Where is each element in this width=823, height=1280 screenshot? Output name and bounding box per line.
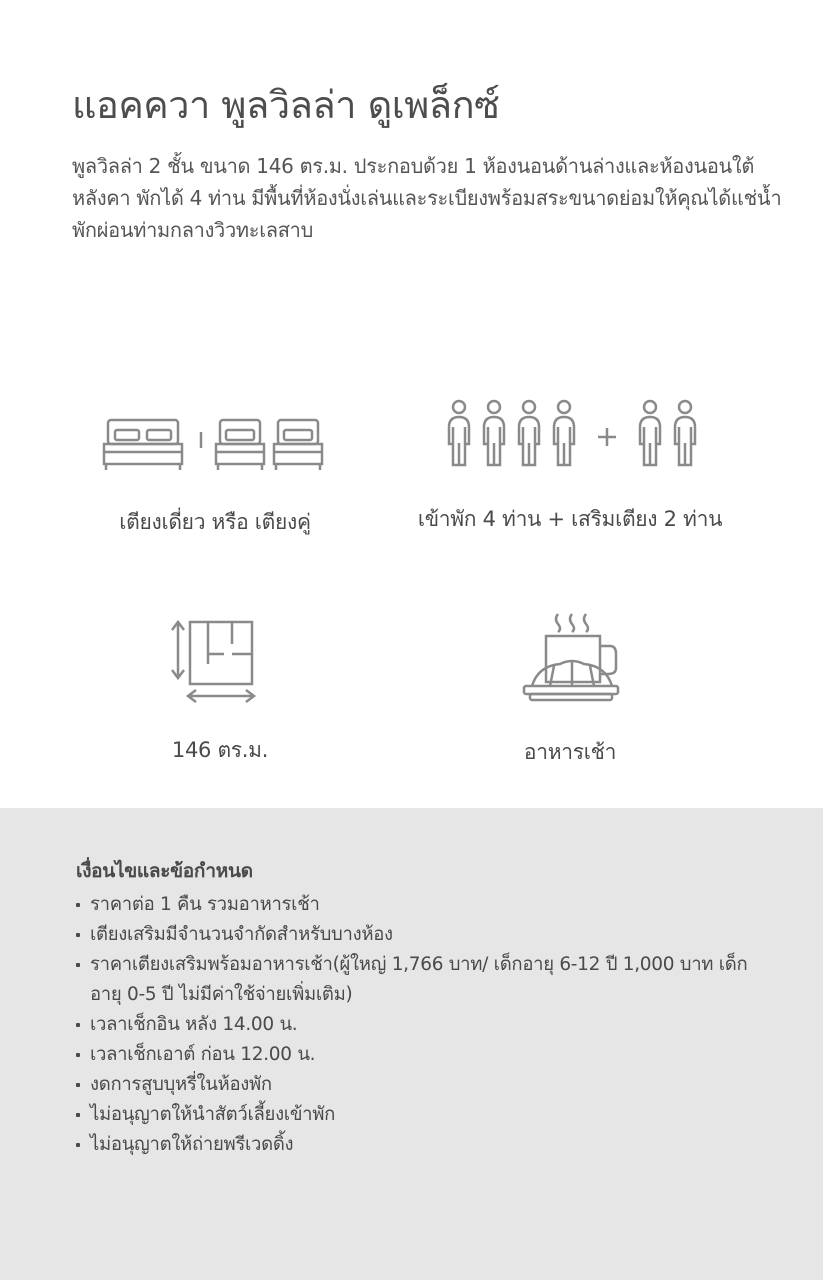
list-item: งดการสูบบุหรี่ในห้องพัก [76,1070,776,1100]
room-description: พูลวิลล่า 2 ชั้น ขนาด 146 ตร.ม. ประกอบด้วย 1 ห้องนอนด้านล่างและห้องนอนใต้หลังคา พักได้ 4 ท่าน มีพื้นที่ห้องนั่งเล่นและระเบียงพร้อมสระขนาดย่อมให้คุณได้แช่น้ำพักผ่อนท่ามกลางวิวทะเลสาบ [72,154,782,242]
terms-list [76,890,776,1160]
list-item: เวลาเช็กอิน หลัง 14.00 น. [76,1010,776,1040]
room-header [72,78,792,246]
bed-icon [70,400,360,480]
list-item: เตียงเสริมมีจำนวนจำกัดสำหรับบางห้อง [76,920,776,950]
list-item: ไม่อนุญาตให้นำสัตว์เลี้ยงเข้าพัก [76,1100,776,1130]
floor-plan-icon [110,612,330,707]
feature-area [110,612,330,772]
room-title: แอคควา พูลวิลล่า ดูเพล็กซ์ [72,83,500,127]
breakfast-icon [450,610,690,715]
terms-title: เงื่อนไขและข้อกำหนด [76,860,253,882]
list-item: ไม่อนุญาตให้ถ่ายพรีเวดดิ้ง [76,1130,776,1160]
feature-bed-label: เตียงเดี่ยว หรือ เตียงคู่ [119,510,311,534]
list-item: เวลาเช็กเอาต์ ก่อน 12.00 น. [76,1040,776,1070]
guests-icon [390,395,750,470]
feature-breakfast-label: อาหารเช้า [523,740,617,764]
feature-bed [70,400,360,540]
feature-breakfast [450,610,690,775]
feature-guests [390,395,750,540]
feature-area-label: 146 ตร.ม. [171,738,269,762]
list-item: ราคาเตียงเสริมพร้อมอาหารเช้า(ผู้ใหญ่ 1,766 บาท/ เด็กอายุ 6-12 ปี 1,000 บาท เด็กอายุ 0-5 ปี ไม่มีค่าใช้จ่ายเพิ่มเติม) [76,950,776,1010]
terms-section [0,808,823,1280]
list-item: ราคาต่อ 1 คืน รวมอาหารเช้า [76,890,776,920]
feature-guests-label: เข้าพัก 4 ท่าน + เสริมเตียง 2 ท่าน [417,507,723,531]
